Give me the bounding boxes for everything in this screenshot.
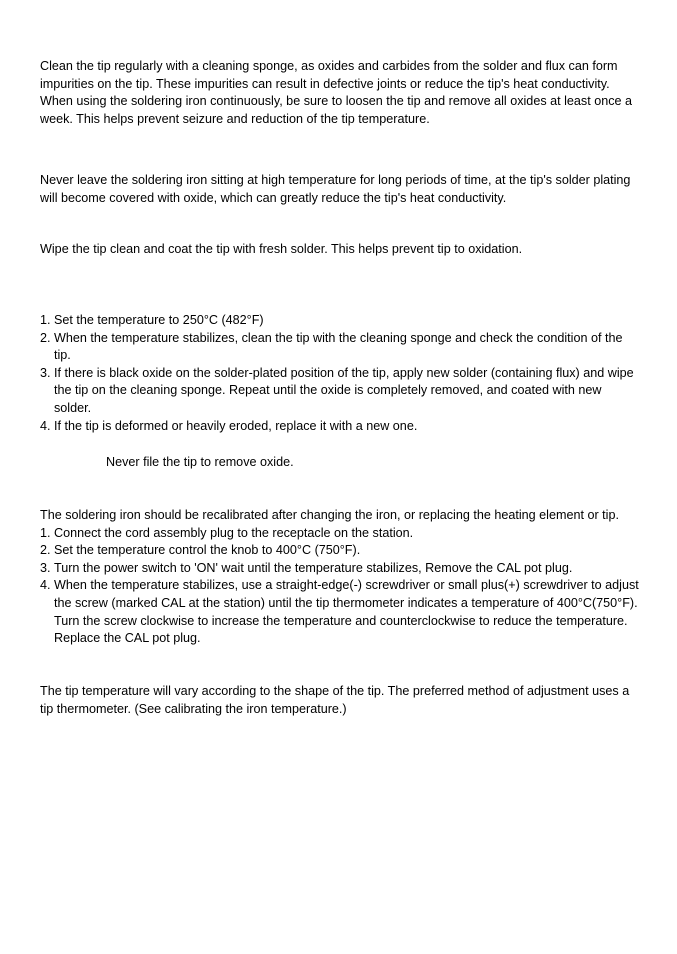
step-number: 1. <box>40 525 51 540</box>
step-text: Turn the power switch to 'ON' wait until the temperature stabilizes, Remove the CAL pot plug. <box>54 560 573 575</box>
inspection-steps-list <box>40 312 642 435</box>
list-item <box>40 577 642 647</box>
list-item <box>40 312 642 330</box>
step-text: If the tip is deformed or heavily eroded, replace it with a new one. <box>54 418 418 433</box>
step-number: 4. <box>40 578 51 593</box>
step-text: Set the temperature control the knob to 400°C (750°F). <box>54 543 361 558</box>
calibration-intro: The soldering iron should be recalibrated after changing the iron, or replacing the heating element or tip. <box>40 508 619 522</box>
tip-temperature-paragraph: The tip temperature will vary according to the shape of the tip. The preferred method of adjustment uses a tip thermometer. (See calibrating the iron temperature.) <box>40 684 630 716</box>
step-text: If there is black oxide on the solder-plated position of the tip, apply new solder (containing flux) and wipe the tip on the cleaning sponge. Repeat until the oxide is completely removed, and coated with new solder. <box>54 365 634 415</box>
step-number: 4. <box>40 418 51 433</box>
list-item <box>40 542 642 560</box>
wipe-tip-paragraph: Wipe the tip clean and coat the tip with fresh solder. This helps prevent tip to oxidation. <box>40 242 523 256</box>
calibration-steps-list <box>40 525 642 648</box>
caution-note: Never file the tip to remove oxide. <box>106 455 294 469</box>
step-text: Set the temperature to 250°C (482°F) <box>54 313 264 327</box>
step-text: Connect the cord assembly plug to the receptacle on the station. <box>54 525 414 540</box>
list-item <box>40 418 642 436</box>
step-number: 1. <box>40 313 51 327</box>
step-number: 2. <box>40 543 51 558</box>
step-text: When the temperature stabilizes, clean the tip with the cleaning sponge and check the condition of the tip. <box>54 330 623 363</box>
list-item <box>40 560 642 578</box>
list-item <box>40 330 642 365</box>
idle-temperature-paragraph: Never leave the soldering iron sitting at high temperature for long periods of time, at the tip's solder plating will become covered with oxide, which can greatly reduce the tip's heat conductivity. <box>40 173 631 205</box>
step-number: 2. <box>40 330 51 345</box>
step-text: When the temperature stabilizes, use a straight-edge(-) screwdriver or small plus(+) screwdriver to adjust the screw (marked CAL at the station) until the tip thermometer indicates a temperature of 400°C(750°F). Turn the screw clockwise to increase the temperature and counterclockwise to reduce the temperature. Replace the CAL pot plug. <box>54 578 639 646</box>
cleaning-paragraph: Clean the tip regularly with a cleaning sponge, as oxides and carbides from the solder and flux can form impurities on the tip. These impurities can result in defective joints or reduce the tip's heat conductivity. When using the soldering iron continuously, be sure to loosen the tip and remove all oxides at least once a week. This helps prevent seizure and reduction of the tip temperature. <box>40 59 633 126</box>
list-item <box>40 365 642 418</box>
step-number: 3. <box>40 560 51 575</box>
step-number: 3. <box>40 365 51 380</box>
list-item <box>40 525 642 543</box>
